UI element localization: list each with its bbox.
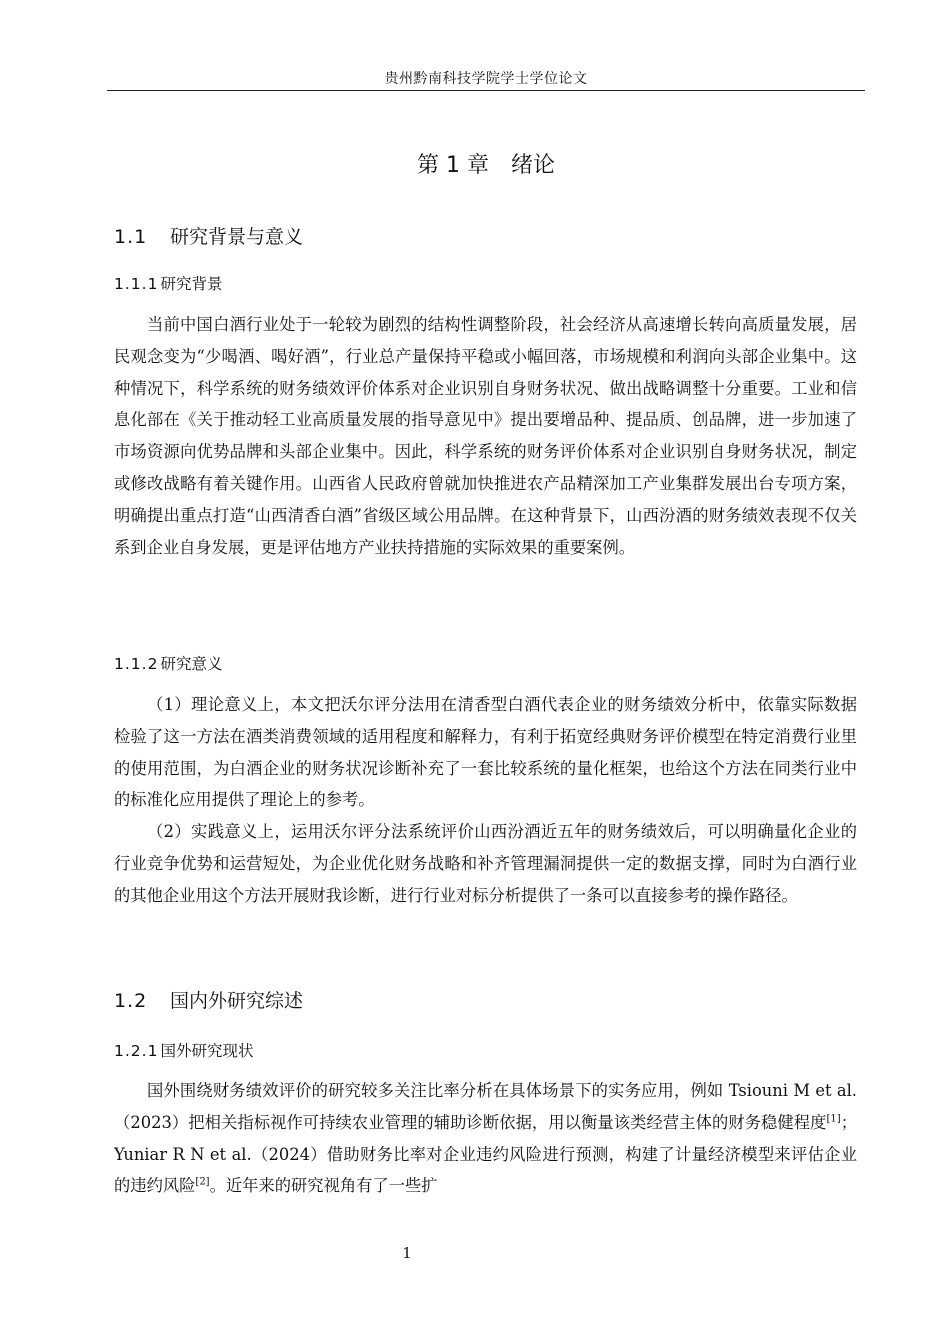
subsection-title: 研究背景 [160,275,223,293]
header-rule [107,90,865,91]
section-heading-1-2 [114,986,303,1013]
section-number: 1.2 [114,990,148,1012]
page-number: 1 [402,1244,412,1262]
chapter-number: 第 1 章 [417,153,489,178]
paragraph-significance-theory: （1）理论意义上，本文把沃尔评分法用在清香型白酒代表企业的财务绩效分析中，依靠实际数据检验了这一方法在酒类消费领域的适用程度和解释力，有利于拓宽经典财务评价模型在特定消费行业里的使用范围，为白酒企业的财务状况诊断补充了一套比较系统的量化框架，也给这个方法在同类行业中的标准化应用提供了理论上的参考。 [114,695,857,810]
section-heading-1-1 [114,222,303,249]
section-title: 国内外研究综述 [170,990,304,1012]
paragraph-foreign-research [114,1075,857,1202]
subsection-number: 1.1.1 [114,275,159,293]
subsection-heading-1-2-1 [114,1039,253,1061]
citation-ref: [2] [195,1176,210,1188]
subsection-title: 研究意义 [160,655,223,673]
paragraph-significance-practice: （2）实践意义上，运用沃尔评分法系统评价山西汾酒近五年的财务绩效后，可以明确量化企业的行业竞争优势和运营短处，为企业优化财务战略和补齐管理漏洞提供一定的数据支撑，同时为白酒行业的其他企业用这个方法开展财我诊断，进行行业对标分析提供了一条可以直接参考的操作路径。 [114,822,857,905]
subsection-number: 1.1.2 [114,655,159,673]
subsection-title: 国外研究现状 [160,1042,254,1060]
subsection-heading-1-1-2 [114,652,222,674]
section-number: 1.1 [114,226,148,248]
subsection-heading-1-1-1 [114,272,222,294]
chapter-heading [107,148,865,179]
running-header: 贵州黔南科技学院学士学位论文 [384,71,588,87]
paragraph-background: 当前中国白酒行业处于一轮较为剧烈的结构性调整阶段，社会经济从高速增长转向高质量发展，居民观念变为“少喝酒、喝好酒”，行业总产量保持平稳或小幅回落，市场规模和利润向头部企业集中。这种情况下，科学系统的财务绩效评价体系对企业识别自身财务状况、做出战略调整十分重要。工业和信息化部在《关于推动轻工业高质量发展的指导意见中》提出要增品种、提品质、创品牌，进一步加速了市场资源向优势品牌和头部企业集中。因此，科学系统的财务评价体系对企业识别自身财务状况，制定或修改战略有着关键作用。山西省人民政府曾就加快推进农产品精深加工产业集群发展出台专项方案，明确提出重点打造“山西清香白酒”省级区域公用品牌。在这种背景下，山西汾酒的财务绩效表现不仅关系到企业自身发展，更是评估地方产业扶持措施的实际效果的重要案例。 [114,315,857,557]
section-title: 研究背景与意义 [170,226,304,248]
paragraph-text: 。近年来的研究视角有了一些扩 [209,1176,438,1196]
subsection-number: 1.2.1 [114,1042,159,1060]
paragraph-text: 国外围绕财务绩效评价的研究较多关注比率分析在具体场景下的实务应用，例如 Tsiouni M et al.（2023）把相关指标视作可持续农业管理的辅助诊断依据，用以衡量该类经营主体的财务稳健程度 [114,1081,857,1132]
paragraph-text: ；Yuniar R N et al.（2024）借助财务比率对企业违约风险进行预测，构建了计量经济模型来评估企业的违约风险 [114,1112,857,1196]
chapter-title: 绪论 [510,153,555,178]
citation-ref: [1] [826,1113,841,1125]
